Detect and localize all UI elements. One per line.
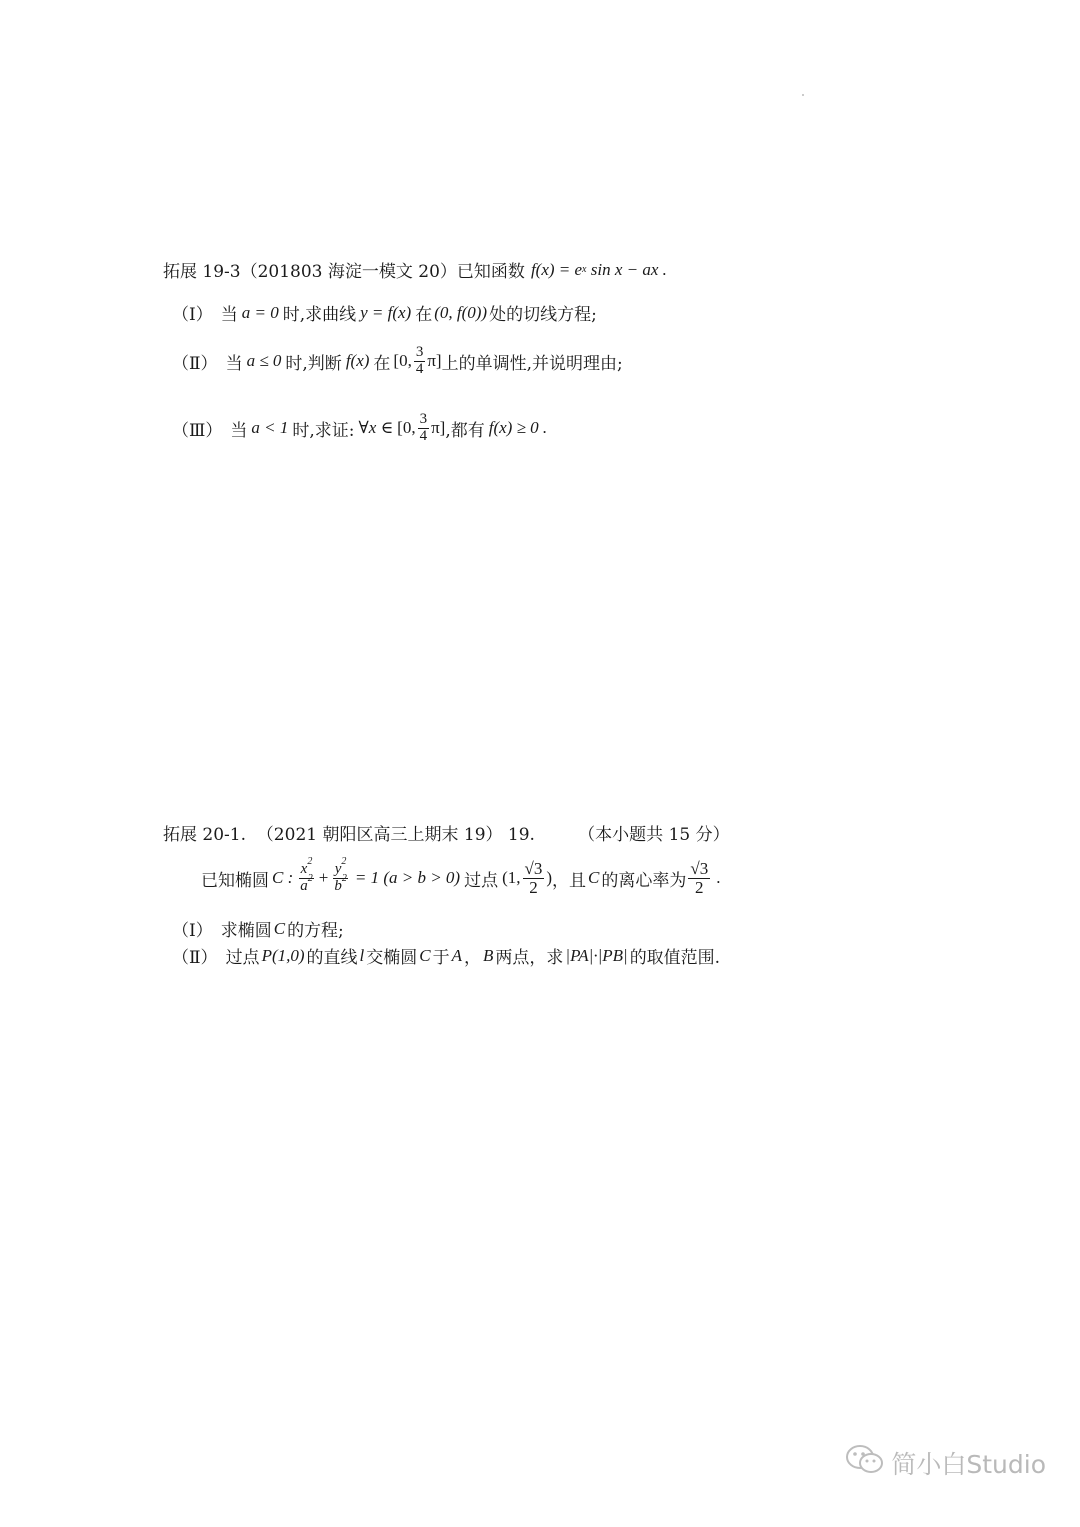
text: 当: [225, 353, 243, 374]
problem2-part2: [172, 943, 720, 968]
text: 已知椭圆: [201, 870, 269, 891]
fraction-denominator: 2: [695, 877, 704, 897]
math: C: [419, 945, 431, 965]
math: |PA|·|PB|: [565, 945, 628, 965]
math: P(1,0): [261, 945, 305, 965]
text: 时,求曲线: [282, 305, 357, 325]
math: (0, f(0)): [434, 302, 488, 322]
denominator-var: a: [300, 877, 308, 894]
numerator-var: y: [334, 861, 342, 878]
text: 的离心率为: [601, 870, 687, 891]
interval-open: [0,: [397, 418, 416, 438]
text: 处的切线方程;: [489, 305, 597, 325]
fraction-y-over-b: [332, 856, 349, 895]
text: 过点: [464, 870, 499, 891]
fraction-denominator: 4: [415, 360, 424, 377]
fraction-x-over-a: [298, 856, 315, 895]
denominator-var: b: [334, 877, 342, 894]
fraction-eccentricity: [688, 860, 710, 897]
math: C: [273, 918, 286, 938]
math: y = f(x): [360, 302, 412, 322]
math: = 1 (a > b > 0): [354, 868, 461, 888]
problem1-part1: [172, 300, 597, 325]
problem1-part3: [172, 412, 547, 445]
math: f(x): [345, 351, 370, 371]
denominator-exp: 2: [341, 872, 347, 884]
text: ，: [464, 948, 481, 968]
text: 的直线: [306, 948, 358, 968]
part-label: （Ⅱ）: [172, 353, 218, 374]
fraction: [418, 412, 430, 445]
part-label: （Ⅰ）: [172, 305, 213, 325]
text: 在: [415, 305, 433, 325]
fraction-numerator: √3: [524, 859, 543, 878]
fraction-denominator: 2: [529, 877, 538, 897]
text: 交椭圆: [366, 948, 418, 968]
math: a < 1: [251, 418, 289, 438]
math: C :: [272, 868, 294, 888]
problem1-part2: [172, 345, 623, 378]
text: 求椭圆: [220, 921, 272, 941]
fraction-numerator: 3: [415, 344, 424, 360]
text: 在: [373, 353, 391, 374]
problem1-header: 拓展 19-3（201803 海淀一模文 20）已知函数 f(x) = e x sin x − ax .: [163, 257, 667, 282]
problem2-stem: [201, 856, 721, 897]
math: l: [359, 945, 365, 965]
fraction-numerator: √3: [690, 859, 709, 878]
problem1-function-tail: sin x − ax .: [586, 259, 667, 279]
numerator-exp: 2: [307, 856, 313, 868]
interval-close: π]: [427, 351, 442, 371]
interval-close: π]: [431, 418, 446, 438]
watermark-text: 简小白Studio: [891, 1450, 1046, 1479]
fraction-sqrt3-over-2: [523, 860, 545, 897]
math: A: [451, 945, 462, 965]
math: C: [588, 868, 600, 888]
math: ∀x ∈: [358, 418, 394, 438]
denominator-exp: 2: [307, 872, 313, 884]
math: B: [483, 945, 494, 965]
text: 于: [432, 948, 450, 968]
interval-open: [0,: [393, 351, 412, 371]
fraction-denominator: 4: [419, 427, 428, 444]
scan-speck: [802, 94, 804, 96]
text: 时,求证:: [292, 420, 355, 441]
numerator-var: x: [300, 861, 308, 878]
text: 当: [220, 305, 238, 325]
text: 的取值范围.: [629, 948, 721, 968]
problem1-function: f(x) = e: [530, 259, 583, 279]
text: 的方程;: [287, 921, 344, 941]
fraction-numerator: 3: [419, 411, 428, 427]
text: 当: [230, 420, 248, 441]
part-label: （Ⅱ）: [172, 948, 218, 968]
problem1-header-prefix: 拓展 19-3（201803 海淀一模文 20）已知函数: [163, 262, 525, 282]
part-label: （Ⅰ）: [172, 921, 213, 941]
math: a = 0: [241, 302, 279, 322]
point-close: ): [546, 868, 553, 888]
math: a ≤ 0: [246, 351, 282, 371]
problem2-header: 拓展 20-1. （2021 朝阳区高三上期末 19） 19. （本小题共 15 分）: [163, 825, 730, 845]
text: ,都有: [445, 420, 485, 441]
watermark: [845, 1443, 1046, 1483]
text: ，且: [552, 870, 587, 891]
numerator-exp: 2: [341, 856, 347, 868]
point-open: (1,: [502, 868, 521, 888]
text: 上的单调性,并说明理由;: [441, 353, 623, 374]
period: .: [716, 868, 721, 888]
part-label: （Ⅲ）: [172, 420, 223, 441]
plus-sign: +: [318, 868, 329, 888]
wechat-icon: [845, 1443, 885, 1483]
fraction: [414, 345, 426, 378]
text: 过点: [225, 948, 260, 968]
problem2-part1: [172, 916, 344, 941]
math: f(x) ≥ 0 .: [488, 418, 548, 438]
text: 时,判断: [285, 353, 342, 374]
text: 两点，求: [495, 948, 564, 968]
